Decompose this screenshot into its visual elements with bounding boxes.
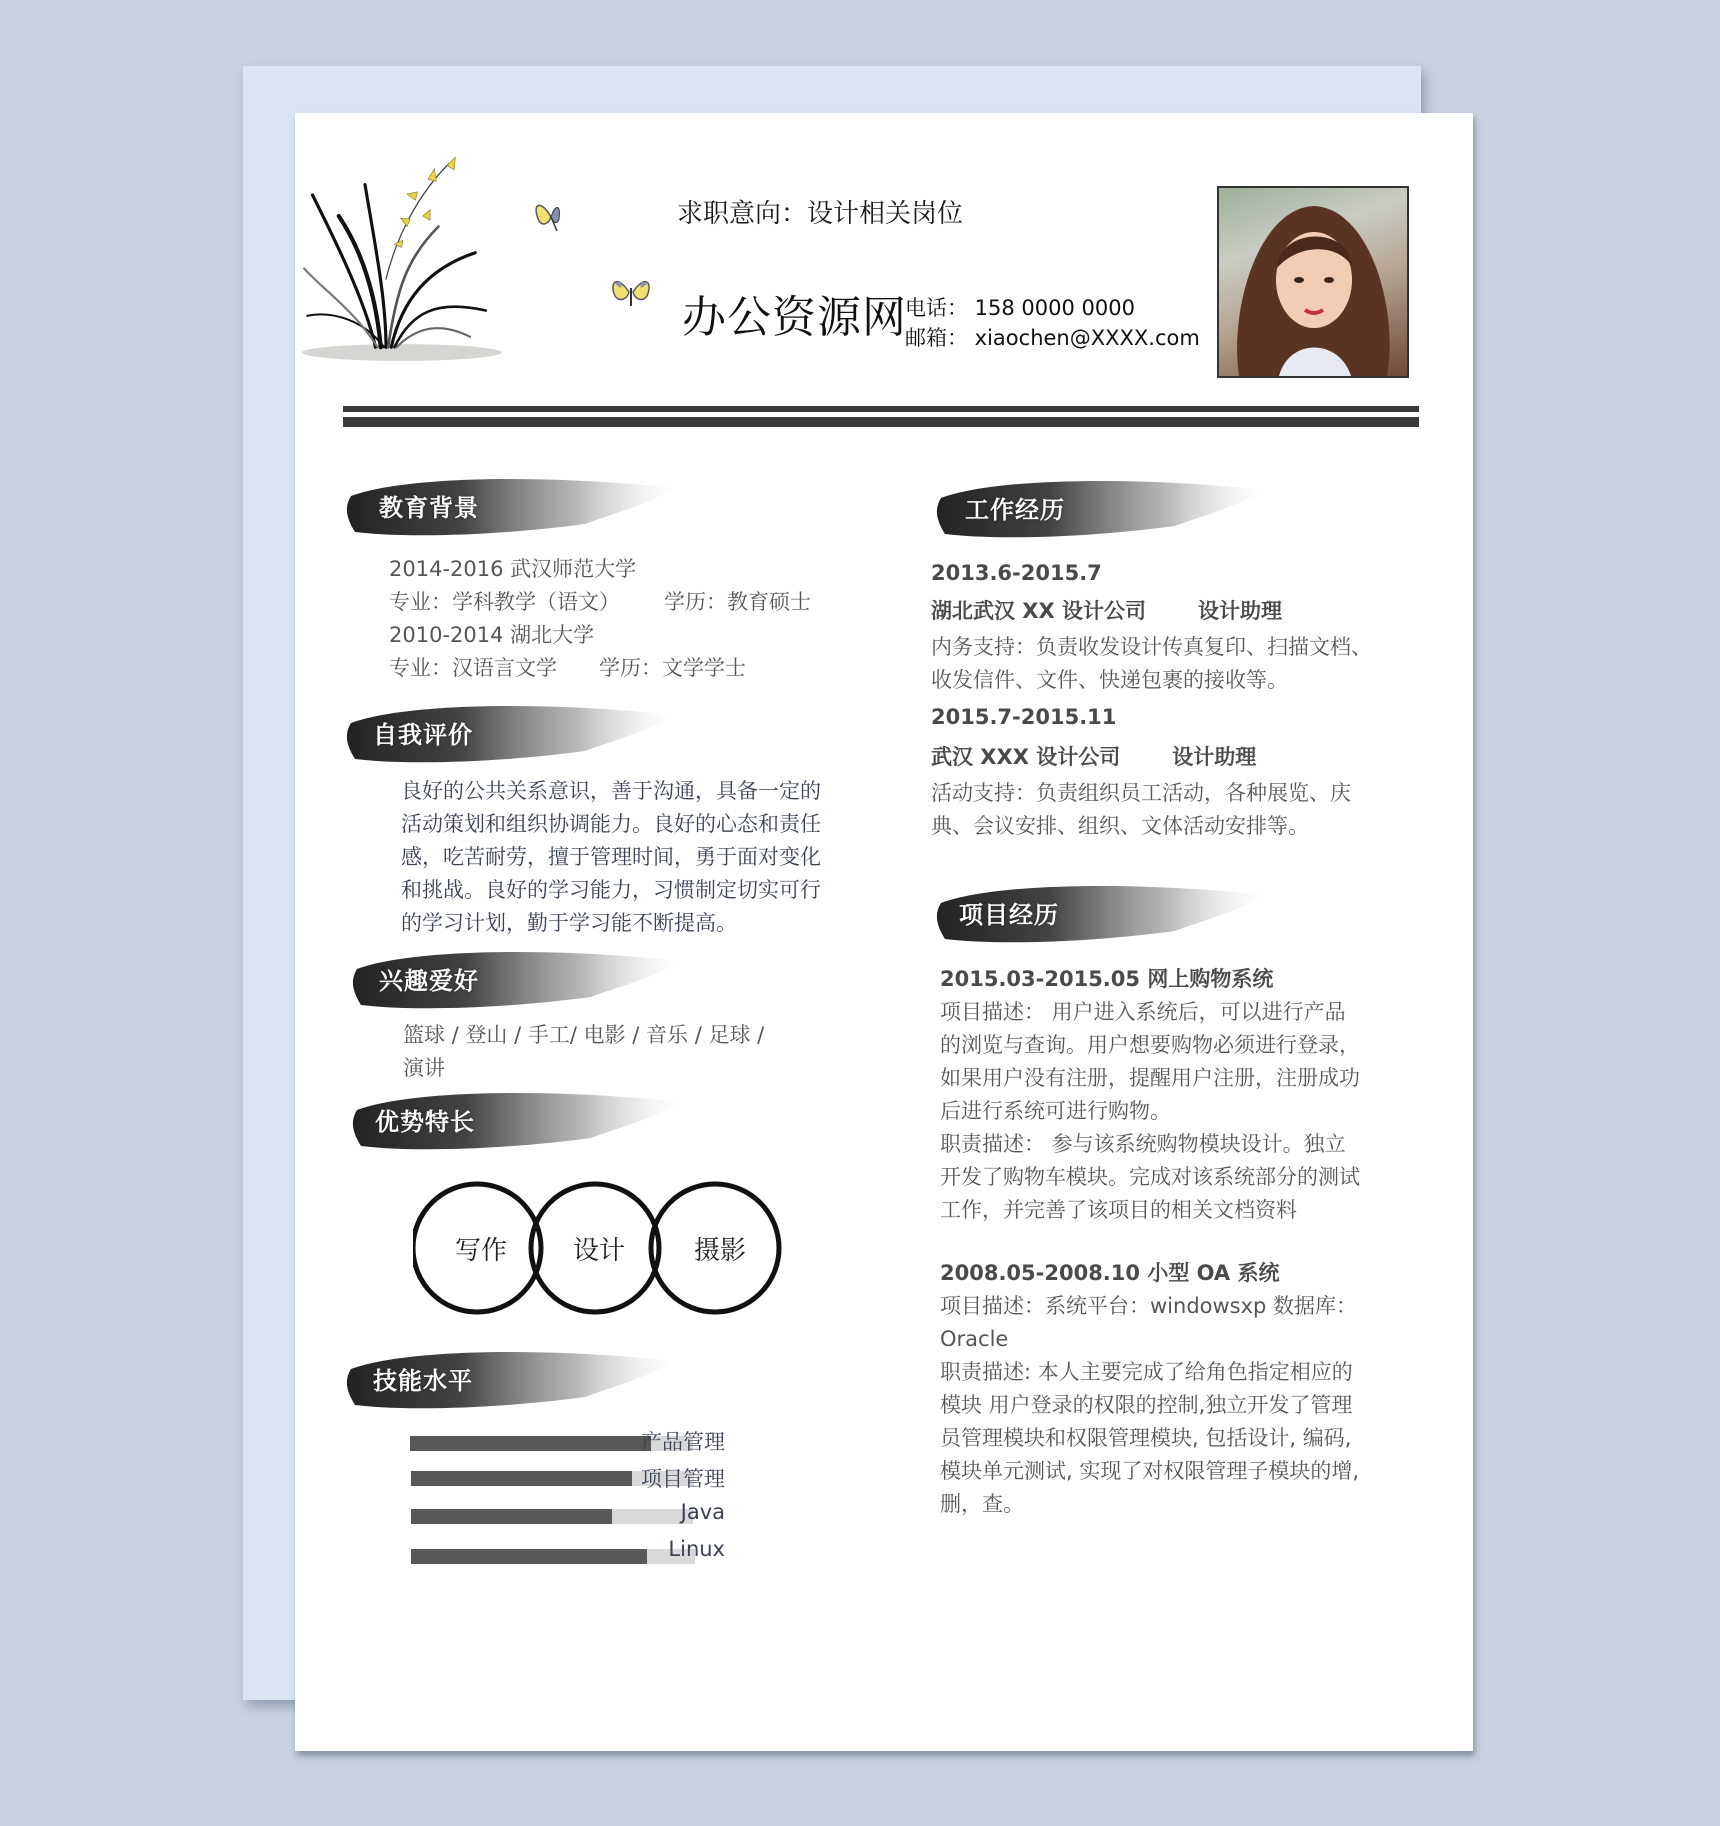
section-title: 教育背景 xyxy=(379,494,479,522)
text-line: 开发了购物车模块。完成对该系统部分的测试 xyxy=(940,1165,1360,1189)
section-header-education xyxy=(345,466,685,546)
degree: 学历：文学学士 xyxy=(599,656,746,680)
section-header-skills xyxy=(345,1339,685,1419)
work-list xyxy=(931,555,1391,843)
work-period: 2015.7-2015.11 xyxy=(931,705,1117,729)
resume-page xyxy=(295,113,1473,1751)
skill-bar-fill xyxy=(411,1509,612,1524)
section-header-self-evaluation xyxy=(345,693,685,773)
strengths-circles xyxy=(413,1173,793,1323)
section-title: 自我评价 xyxy=(373,721,473,749)
strength-item: 设计 xyxy=(573,1236,626,1266)
text-line: 如果用户没有注册，提醒用户注册，注册成功 xyxy=(940,1066,1360,1090)
text-line: 活动支持：负责组织员工活动，各种展览、庆 xyxy=(931,781,1351,805)
education-entry-school: 2014-2016 武汉师范大学 xyxy=(389,557,637,581)
text-line: 收发信件、文件、快递包裹的接收等。 xyxy=(931,668,1288,692)
text-line: 删，查。 xyxy=(940,1492,1024,1516)
text-line: 和挑战。良好的学习能力，习惯制定切实可行 xyxy=(401,878,821,902)
work-company-role xyxy=(931,737,1391,777)
text-line: 项目描述： 用户进入系统后，可以进行产品 xyxy=(940,1000,1346,1024)
skill-label: Linux xyxy=(668,1537,725,1561)
role: 设计助理 xyxy=(1198,599,1283,623)
section-header-work xyxy=(935,468,1275,548)
text-line: 内务支持：负责收发设计传真复印、扫描文档、 xyxy=(931,635,1372,659)
section-title: 项目经历 xyxy=(959,901,1059,929)
section-title: 兴趣爱好 xyxy=(379,967,479,995)
education-entry-detail xyxy=(389,652,811,685)
text-line: 员管理模块和权限管理模块, 包括设计, 编码, xyxy=(940,1426,1352,1450)
header-divider xyxy=(343,417,1419,427)
profile-photo xyxy=(1217,186,1409,378)
text-line: 模块 用户登录的权限的控制,独立开发了管理 xyxy=(940,1393,1353,1417)
text-line: 典、会议安排、组织、文体活动安排等。 xyxy=(931,814,1309,838)
section-header-strengths xyxy=(351,1080,691,1160)
email: 邮箱： xiaochen@XXXX.com xyxy=(905,326,1200,350)
header-divider xyxy=(343,406,1419,412)
butterfly-icon xyxy=(607,268,655,316)
company: 武汉 XXX 设计公司 xyxy=(931,745,1121,769)
strength-item: 写作 xyxy=(455,1236,508,1266)
role: 设计助理 xyxy=(1172,745,1257,769)
text-line: 的浏览与查询。用户想要购物必须进行登录， xyxy=(940,1033,1360,1057)
text-line: 篮球 / 登山 / 手工/ 电影 / 音乐 / 足球 / xyxy=(403,1023,765,1047)
text-line: 良好的公共关系意识，善于沟通，具备一定的 xyxy=(401,779,821,803)
text-line: 的学习计划，勤于学习能不断提高。 xyxy=(401,911,737,935)
major: 专业：汉语言文学 xyxy=(389,656,557,680)
text-line: 活动策划和组织协调能力。良好的心态和责任 xyxy=(401,812,821,836)
butterfly-icon xyxy=(527,191,575,239)
section-title: 技能水平 xyxy=(373,1367,473,1395)
company: 湖北武汉 XX 设计公司 xyxy=(931,599,1147,623)
text-line: 模块单元测试, 实现了对权限管理子模块的增, xyxy=(940,1459,1360,1483)
education-entry-detail xyxy=(389,586,811,619)
text-line: 职责描述： 参与该系统购物模块设计。独立 xyxy=(940,1132,1346,1156)
work-company-role xyxy=(931,591,1391,631)
strength-item: 摄影 xyxy=(694,1236,747,1266)
project-heading: 2008.05-2008.10 小型 OA 系统 xyxy=(940,1261,1280,1285)
section-title: 工作经历 xyxy=(965,496,1065,524)
text-line: 职责描述: 本人主要完成了给角色指定相应的 xyxy=(940,1360,1353,1384)
contact-info xyxy=(905,293,1200,353)
skill-label: 项目管理 xyxy=(641,1467,725,1491)
project-list xyxy=(940,963,1400,1521)
job-intent: 求职意向：设计相关岗位 xyxy=(677,199,964,229)
self-evaluation-text xyxy=(401,775,821,940)
candidate-name: 办公资源网 xyxy=(682,292,907,343)
spacer xyxy=(940,1227,1400,1257)
hobbies-text xyxy=(403,1019,764,1085)
major: 专业：学科教学（语文） xyxy=(389,590,620,614)
education-list xyxy=(389,553,811,685)
text-line: 后进行系统可进行购物。 xyxy=(940,1099,1171,1123)
phone: 电话： 158 0000 0000 xyxy=(905,296,1135,320)
skill-label: 产品管理 xyxy=(641,1430,725,1454)
text-line: 感，吃苦耐劳，擅于管理时间，勇于面对变化 xyxy=(401,845,821,869)
section-header-projects xyxy=(935,873,1275,953)
text-line: Oracle xyxy=(940,1327,1009,1351)
section-title: 优势特长 xyxy=(375,1108,475,1136)
orchid-ink-illustration xyxy=(297,153,517,363)
degree: 学历：教育硕士 xyxy=(664,590,811,614)
education-entry-school: 2010-2014 湖北大学 xyxy=(389,623,595,647)
portrait-placeholder-icon xyxy=(1219,188,1407,376)
skill-label: Java xyxy=(680,1500,725,1524)
text-line: 工作，并完善了该项目的相关文档资料 xyxy=(940,1198,1297,1222)
section-header-hobbies xyxy=(351,939,691,1019)
text-line: 项目描述：系统平台：windowsxp 数据库： xyxy=(940,1294,1358,1318)
project-heading: 2015.03-2015.05 网上购物系统 xyxy=(940,967,1274,991)
text-line: 演讲 xyxy=(403,1056,445,1080)
work-period: 2013.6-2015.7 xyxy=(931,561,1102,585)
